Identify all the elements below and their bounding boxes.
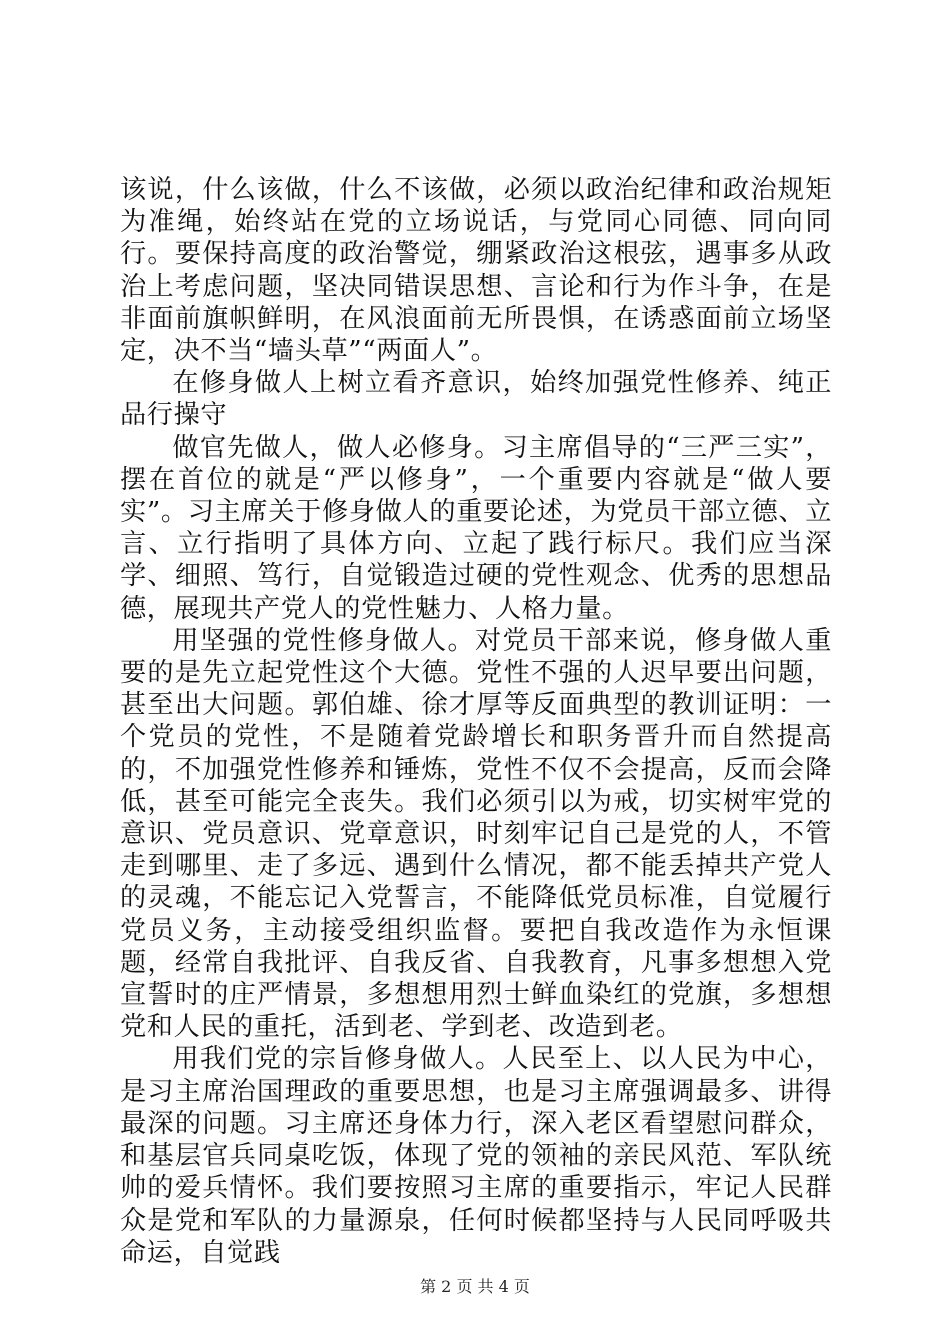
paragraph: 做官先做人，做人必修身。习主席倡导的“三严三实”，摆在首位的就是“严以修身”，一个重要内容就是“做人要实”。习主席关于修身做人的重要论述，为党员干部立德、立言、立行指明了具体方向、立起了践行标尺。我们应当深学、细照、笃行，自觉锻造过硬的党性观念、优秀的思想品德，展现共产党人的党性魅力、人格力量。	[120, 432, 832, 624]
paragraph: 用我们党的宗旨修身做人。人民至上、以人民为中心，是习主席治国理政的重要思想，也是习主席强调最多、讲得最深的问题。习主席还身体力行，深入老区看望慰问群众，和基层官兵同桌吃饭，体现了党的领袖的亲民风范、军队统帅的爱兵情怀。我们要按照习主席的重要指示，牢记人民群众是党和军队的力量源泉，任何时候都坚持与人民同呼吸共命运，自觉践	[120, 1044, 832, 1268]
paragraph: 用坚强的党性修身做人。对党员干部来说，修身做人重要的是先立起党性这个大德。党性不强的人迟早要出问题，甚至出大问题。郭伯雄、徐才厚等反面典型的教训证明：一个党员的党性，不是随着党龄增长和职务晋升而自然提高的，不加强党性修养和锤炼，党性不仅不会提高，反而会降低，甚至可能完全丧失。我们必须引以为戒，切实树牢党的意识、党员意识、党章意识，时刻牢记自己是党的人，不管走到哪里、走了多远、遇到什么情况，都不能丢掉共产党人的灵魂，不能忘记入党誓言，不能降低党员标准，自觉履行党员义务，主动接受组织监督。要把自我改造作为永恒课题，经常自我批评、自我反省、自我教育，凡事多想想入党宣誓时的庄严情景，多想想用烈士鲜血染红的党旗，多想想党和人民的重托，活到老、学到老、改造到老。	[120, 625, 832, 1043]
page-number-footer: 第 2 页 共 4 页	[420, 1277, 530, 1296]
document-body	[120, 174, 832, 1269]
section-heading: 在修身做人上树立看齐意识，始终加强党性修养、纯正品行操守	[120, 368, 832, 431]
paragraph-continued: 该说，什么该做，什么不该做，必须以政治纪律和政治规矩为准绳，始终站在党的立场说话，与党同心同德、同向同行。要保持高度的政治警觉，绷紧政治这根弦，遇事多从政治上考虑问题，坚决同错误思想、言论和行为作斗争，在是非面前旗帜鲜明，在风浪面前无所畏惧，在诱惑面前立场坚定，决不当“墙头草”“两面人”。	[120, 175, 832, 367]
